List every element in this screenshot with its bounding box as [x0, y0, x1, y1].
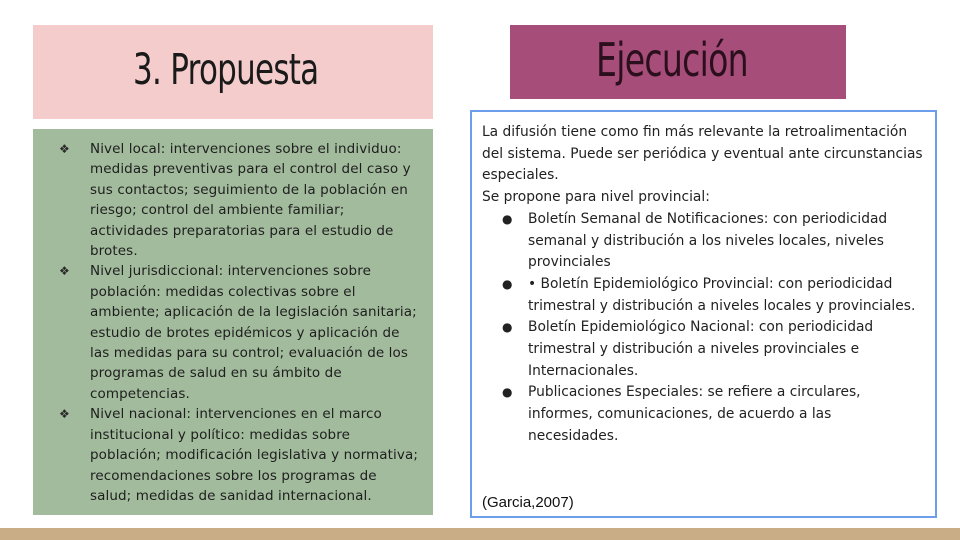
citation: (Garcia,2007) — [482, 494, 574, 511]
list-item — [482, 382, 925, 447]
execution-panel — [470, 110, 937, 518]
list-item-text: Nivel nacional: intervenciones en el marco institucional y político: medidas sobre población; modificación legislativa y normativa; recomendaciones sobre los programas de salud; medidas de sanidad internacional. — [90, 406, 418, 504]
levels-panel — [33, 129, 433, 515]
intro-text: La difusión tiene como fin más relevante la retroalimentación del sistema. Puede ser periódica y eventual ante circunstancias especiales. — [482, 124, 923, 184]
list-item-text: Boletín Epidemiológico Nacional: con periodicidad trimestral y distribución a niveles provinciales e Internacionales. — [528, 319, 874, 379]
list-item-text: Nivel jurisdiccional: intervenciones sobre población: medidas colectivas sobre el ambiente; aplicación de la legislación sanitaria; estudio de brotes epidémicos y aplicación de las medidas para su control; evaluación de los programas de salud en su ámbito de competencias. — [90, 263, 417, 402]
list-item — [482, 317, 925, 382]
diamond-bullet-icon: ❖ — [59, 142, 70, 156]
list-item-text: Boletín Semanal de Notificaciones: con periodicidad semanal y distribución a los niveles locales, niveles provinciales — [528, 210, 888, 271]
title-left-box — [33, 25, 433, 119]
list-item-text: Nivel local: intervenciones sobre el individuo: medidas preventivas para el control del caso y sus contactos; seguimiento de la población en riesgo; control del ambiente familiar; actividades preparatorias para el estudio de brotes. — [90, 141, 411, 260]
bullet-icon: ● — [502, 385, 513, 400]
bullet-icon: ● — [502, 211, 513, 226]
bullet-icon: ● — [502, 320, 513, 335]
list-item — [59, 261, 421, 404]
slide-title: 3. Propuesta — [133, 45, 319, 95]
bulletin-list — [482, 209, 925, 448]
list-item-text: Publicaciones Especiales: se refiere a circulares, informes, comunicaciones, de acuerdo a las necesidades. — [528, 384, 861, 444]
list-item — [482, 274, 925, 317]
levels-list — [33, 129, 433, 506]
list-item — [59, 404, 421, 506]
list-item — [59, 139, 421, 261]
section-title: Ejecución — [596, 33, 748, 87]
bottom-bar — [0, 528, 960, 540]
list-item — [482, 209, 925, 274]
bullet-icon: ● — [502, 276, 513, 291]
title-right-box — [510, 25, 846, 99]
diamond-bullet-icon: ❖ — [59, 264, 70, 279]
lead-text: Se propone para nivel provincial: — [482, 189, 710, 206]
list-item-text: • Boletín Epidemiológico Provincial: con periodicidad trimestral y distribución a niveles locales y provinciales. — [528, 275, 916, 314]
diamond-bullet-icon: ❖ — [59, 407, 70, 422]
execution-body — [482, 122, 925, 448]
